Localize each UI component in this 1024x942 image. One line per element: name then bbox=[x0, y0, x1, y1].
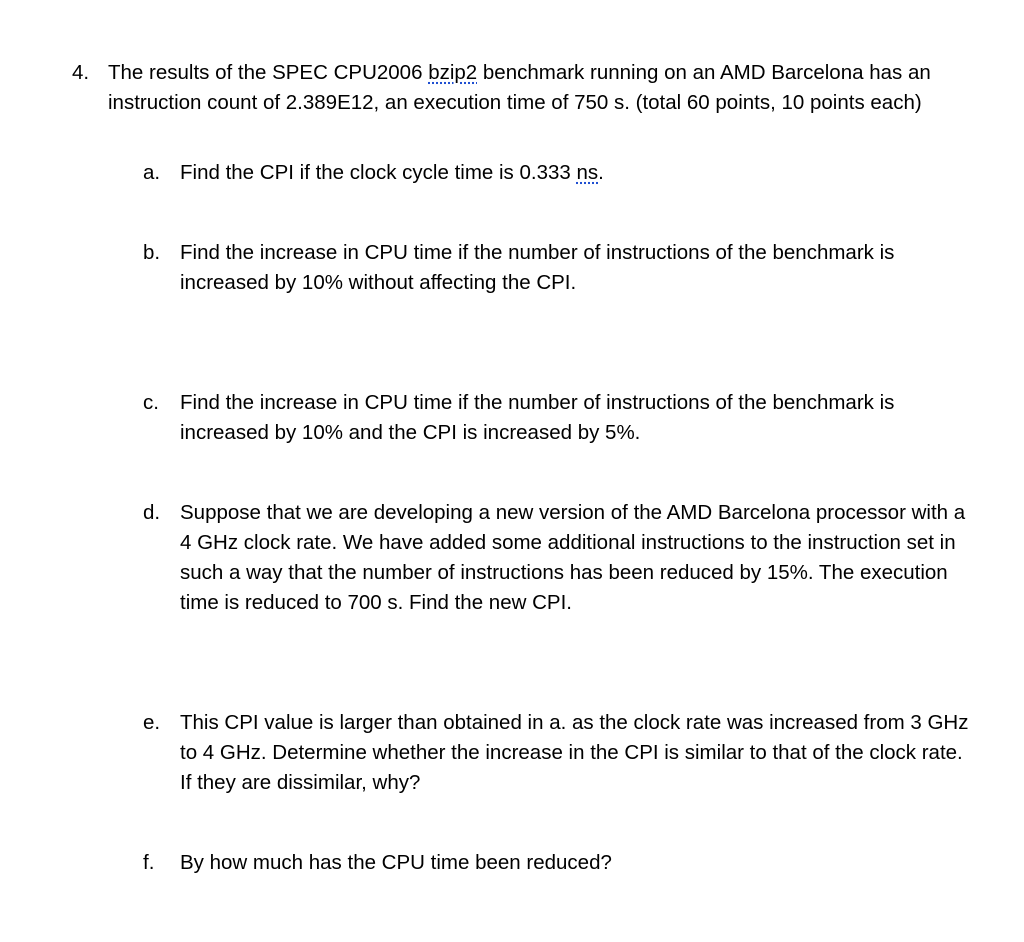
question-intro-after: benchmark running on an AMD Barcelona has an instruction count of 2.389E12, an execution time of 750 s. (total 60 points, 10 points each) bbox=[108, 61, 931, 114]
question-number: 4. bbox=[72, 61, 90, 84]
question-intro bbox=[108, 58, 988, 118]
part-c-label: c. bbox=[143, 391, 159, 414]
part-a-text bbox=[180, 158, 970, 188]
part-e bbox=[143, 708, 973, 798]
part-f-label: f. bbox=[143, 851, 155, 874]
part-b-label: b. bbox=[143, 241, 161, 264]
part-f-text: By how much has the CPU time been reduced? bbox=[180, 851, 612, 874]
question-4 bbox=[72, 58, 1002, 118]
part-e-text: This CPI value is larger than obtained in a. as the clock rate was increased from 3 GHz to 4 GHz. Determine whether the increase in the CPI is similar to that of the clock rate. If they are dissimilar, why? bbox=[180, 711, 969, 794]
part-f bbox=[143, 848, 973, 878]
part-d-label: d. bbox=[143, 501, 161, 524]
part-d-text: Suppose that we are developing a new version of the AMD Barcelona processor with a 4 GHz clock rate. We have added some additional instructions to the instruction set in such a way that the number of instructions has been reduced by 15%. The execution time is reduced to 700 s. Find the new CPI. bbox=[180, 501, 966, 614]
part-a bbox=[143, 158, 973, 188]
part-c-text: Find the increase in CPU time if the number of instructions of the benchmark is increased by 10% and the CPI is increased by 5%. bbox=[180, 391, 895, 444]
flagged-word-ns: ns bbox=[576, 161, 599, 184]
part-d bbox=[143, 498, 973, 618]
part-c bbox=[143, 388, 973, 448]
part-a-label: a. bbox=[143, 161, 161, 184]
part-a-text-before: Find the CPI if the clock cycle time is 0.333 bbox=[180, 161, 577, 184]
part-e-label: e. bbox=[143, 711, 161, 734]
part-b bbox=[143, 238, 973, 298]
question-intro-before: The results of the SPEC CPU2006 bbox=[108, 61, 429, 84]
flagged-word-bzip2: bzip2 bbox=[428, 61, 478, 84]
part-b-text: Find the increase in CPU time if the number of instructions of the benchmark is increased by 10% without affecting the CPI. bbox=[180, 241, 895, 294]
part-a-text-after: . bbox=[598, 161, 604, 184]
